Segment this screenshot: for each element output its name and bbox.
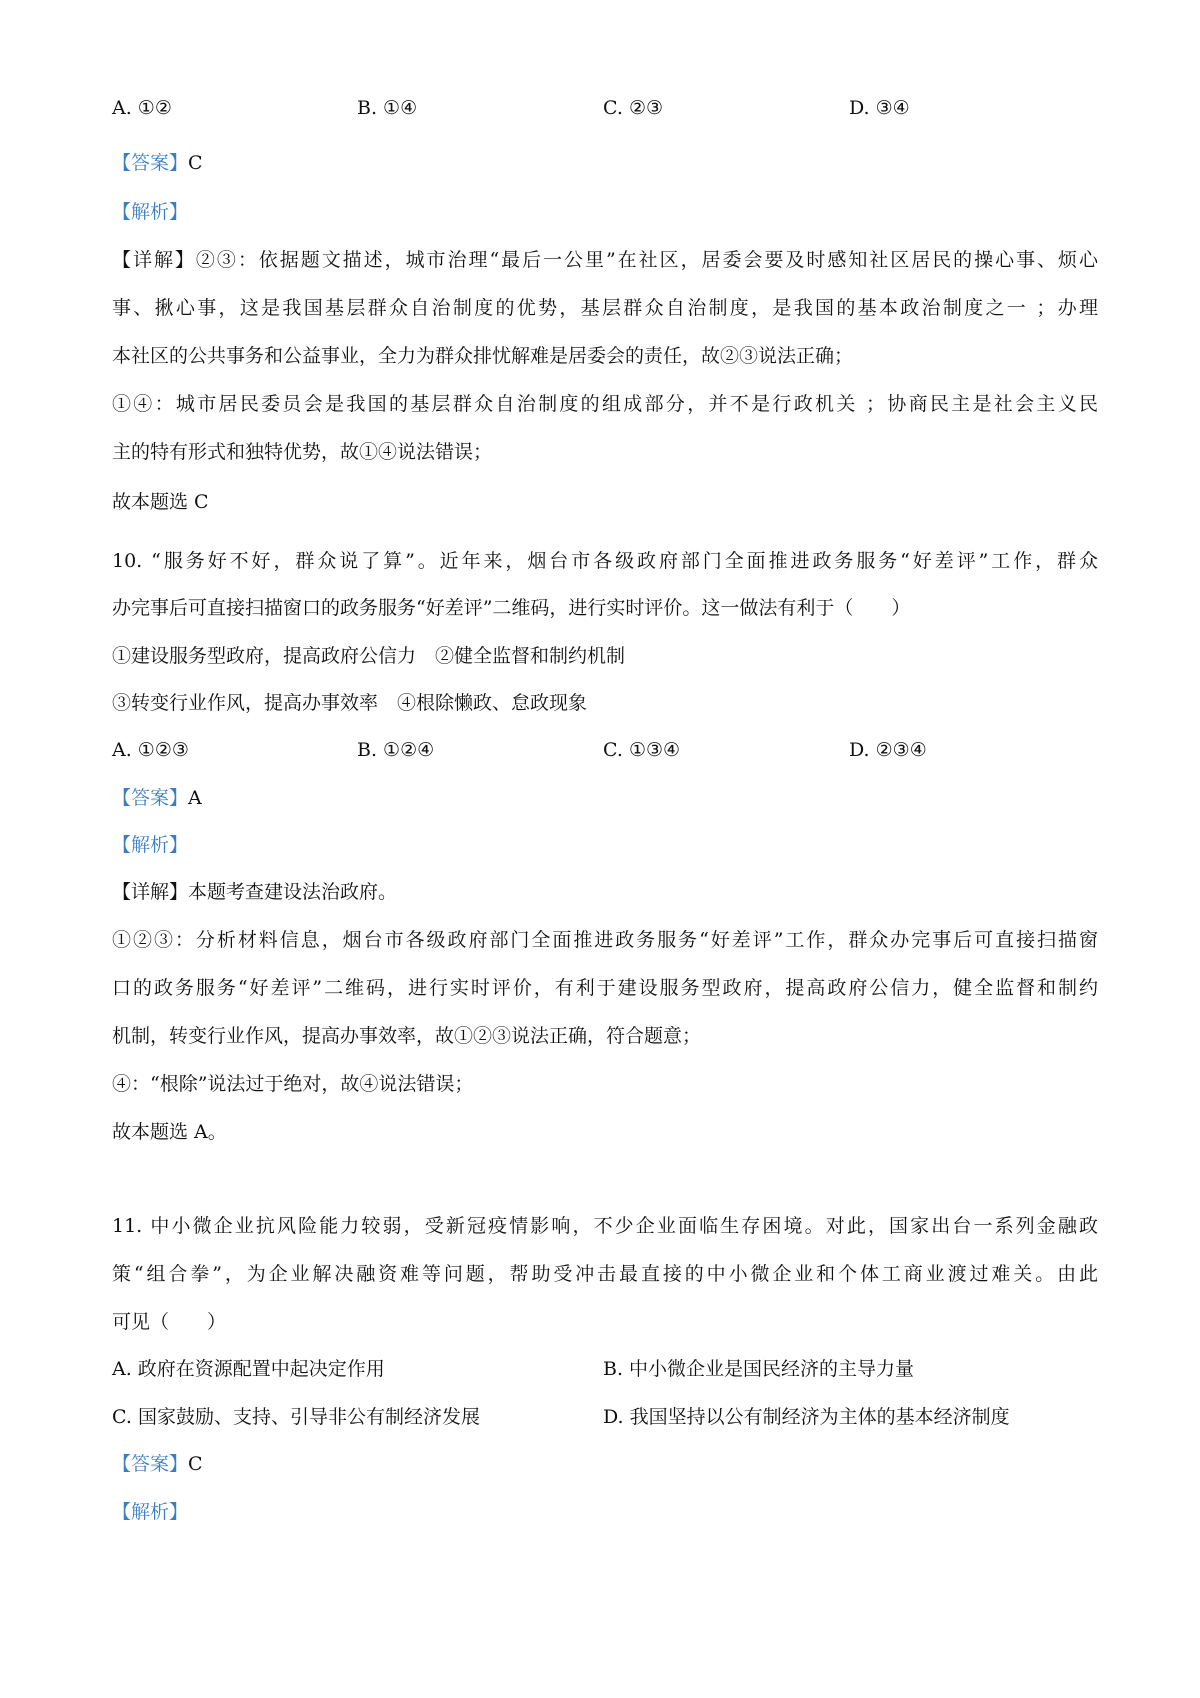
q10-stem-line: 办完事后可直接扫描窗口的政务服务“好差评”二维码，进行实时评价。这一做法有利于（ ） bbox=[112, 597, 911, 619]
answer-value: C bbox=[188, 152, 203, 174]
q10-option-d: D. ②③④ bbox=[849, 739, 927, 761]
q10-option-a: A. ①②③ bbox=[112, 739, 189, 761]
q10-detail-line: ④：“根除”说法过于绝对，故④说法错误； bbox=[112, 1073, 474, 1095]
q9-detail-line: 【详解】②③：依据题文描述，城市治理“最后一公里”在社区，居委会要及时感知社区居民的操心事、烦心 bbox=[112, 249, 1098, 271]
q9-detail-line: 事、揪心事，这是我国基层群众自治制度的优势，基层群众自治制度，是我国的基本政治制度之一 ；办理 bbox=[112, 297, 1098, 319]
q11-analysis-tag: 【解析】 bbox=[112, 1501, 189, 1523]
q10-option-b: B. ①②④ bbox=[357, 739, 435, 761]
q10-analysis-tag: 【解析】 bbox=[112, 834, 189, 856]
q11-option-c: C. 国家鼓励、支持、引导非公有制经济发展 bbox=[112, 1406, 480, 1428]
q10-option-c: C. ①③④ bbox=[603, 739, 681, 761]
q9-option-a: A. ①② bbox=[112, 97, 172, 119]
q10-detail-line: 机制，转变行业作风，提高办事效率，故①②③说法正确，符合题意； bbox=[112, 1025, 702, 1047]
q10-item-line: ③转变行业作风，提高办事效率 ④根除懒政、怠政现象 bbox=[112, 692, 588, 714]
q11-option-b: B. 中小微企业是国民经济的主导力量 bbox=[603, 1358, 915, 1380]
answer-tag: 【答案】 bbox=[112, 152, 189, 174]
answer-tag: 【答案】 bbox=[112, 1453, 189, 1475]
q9-conclusion: 故本题选 C bbox=[112, 491, 209, 513]
q11-option-d: D. 我国坚持以公有制经济为主体的基本经济制度 bbox=[603, 1406, 1010, 1428]
answer-tag: 【答案】 bbox=[112, 787, 189, 809]
answer-value: C bbox=[188, 1453, 203, 1475]
q11-stem-line: 策“组合拳”，为企业解决融资难等问题，帮助受冲击最直接的中小微企业和个体工商业渡过难关。由此 bbox=[112, 1263, 1098, 1285]
q11-option-a: A. 政府在资源配置中起决定作用 bbox=[112, 1358, 385, 1380]
q10-item-line: ①建设服务型政府，提高政府公信力 ②健全监督和制约机制 bbox=[112, 645, 626, 667]
q9-option-d: D. ③④ bbox=[849, 97, 910, 119]
q10-detail-line: ①②③：分析材料信息，烟台市各级政府部门全面推进政务服务“好差评”工作，群众办完事后可直接扫描窗 bbox=[112, 929, 1098, 951]
q11-stem-line: 11. 中小微企业抗风险能力较弱，受新冠疫情影响，不少企业面临生存困境。对此，国家出台一系列金融政 bbox=[112, 1215, 1098, 1237]
q9-detail-line: ①④：城市居民委员会是我国的基层群众自治制度的组成部分，并不是行政机关 ；协商民主是社会主义民 bbox=[112, 393, 1098, 415]
q10-stem-line: 10. “服务好不好，群众说了算”。近年来，烟台市各级政府部门全面推进政务服务“好差评”工作，群众 bbox=[112, 550, 1098, 572]
q10-answer bbox=[112, 786, 202, 810]
q10-conclusion: 故本题选 A。 bbox=[112, 1121, 227, 1143]
q9-option-b: B. ①④ bbox=[357, 97, 418, 119]
q10-detail-line: 【详解】本题考查建设法治政府。 bbox=[112, 881, 398, 903]
q9-option-c: C. ②③ bbox=[603, 97, 664, 119]
answer-value: A bbox=[188, 787, 202, 809]
q11-stem-line: 可见（ ） bbox=[112, 1311, 227, 1333]
q9-analysis-tag: 【解析】 bbox=[112, 201, 189, 223]
q9-answer bbox=[112, 151, 203, 175]
q11-answer bbox=[112, 1452, 203, 1476]
q9-detail-line: 主的特有形式和独特优势，故①④说法错误； bbox=[112, 441, 493, 463]
q10-detail-line: 口的政务服务“好差评”二维码，进行实时评价，有利于建设服务型政府，提高政府公信力，健全监督和制约 bbox=[112, 977, 1098, 999]
q9-detail-line: 本社区的公共事务和公益事业，全力为群众排忧解难是居委会的责任，故②③说法正确； bbox=[112, 345, 854, 367]
